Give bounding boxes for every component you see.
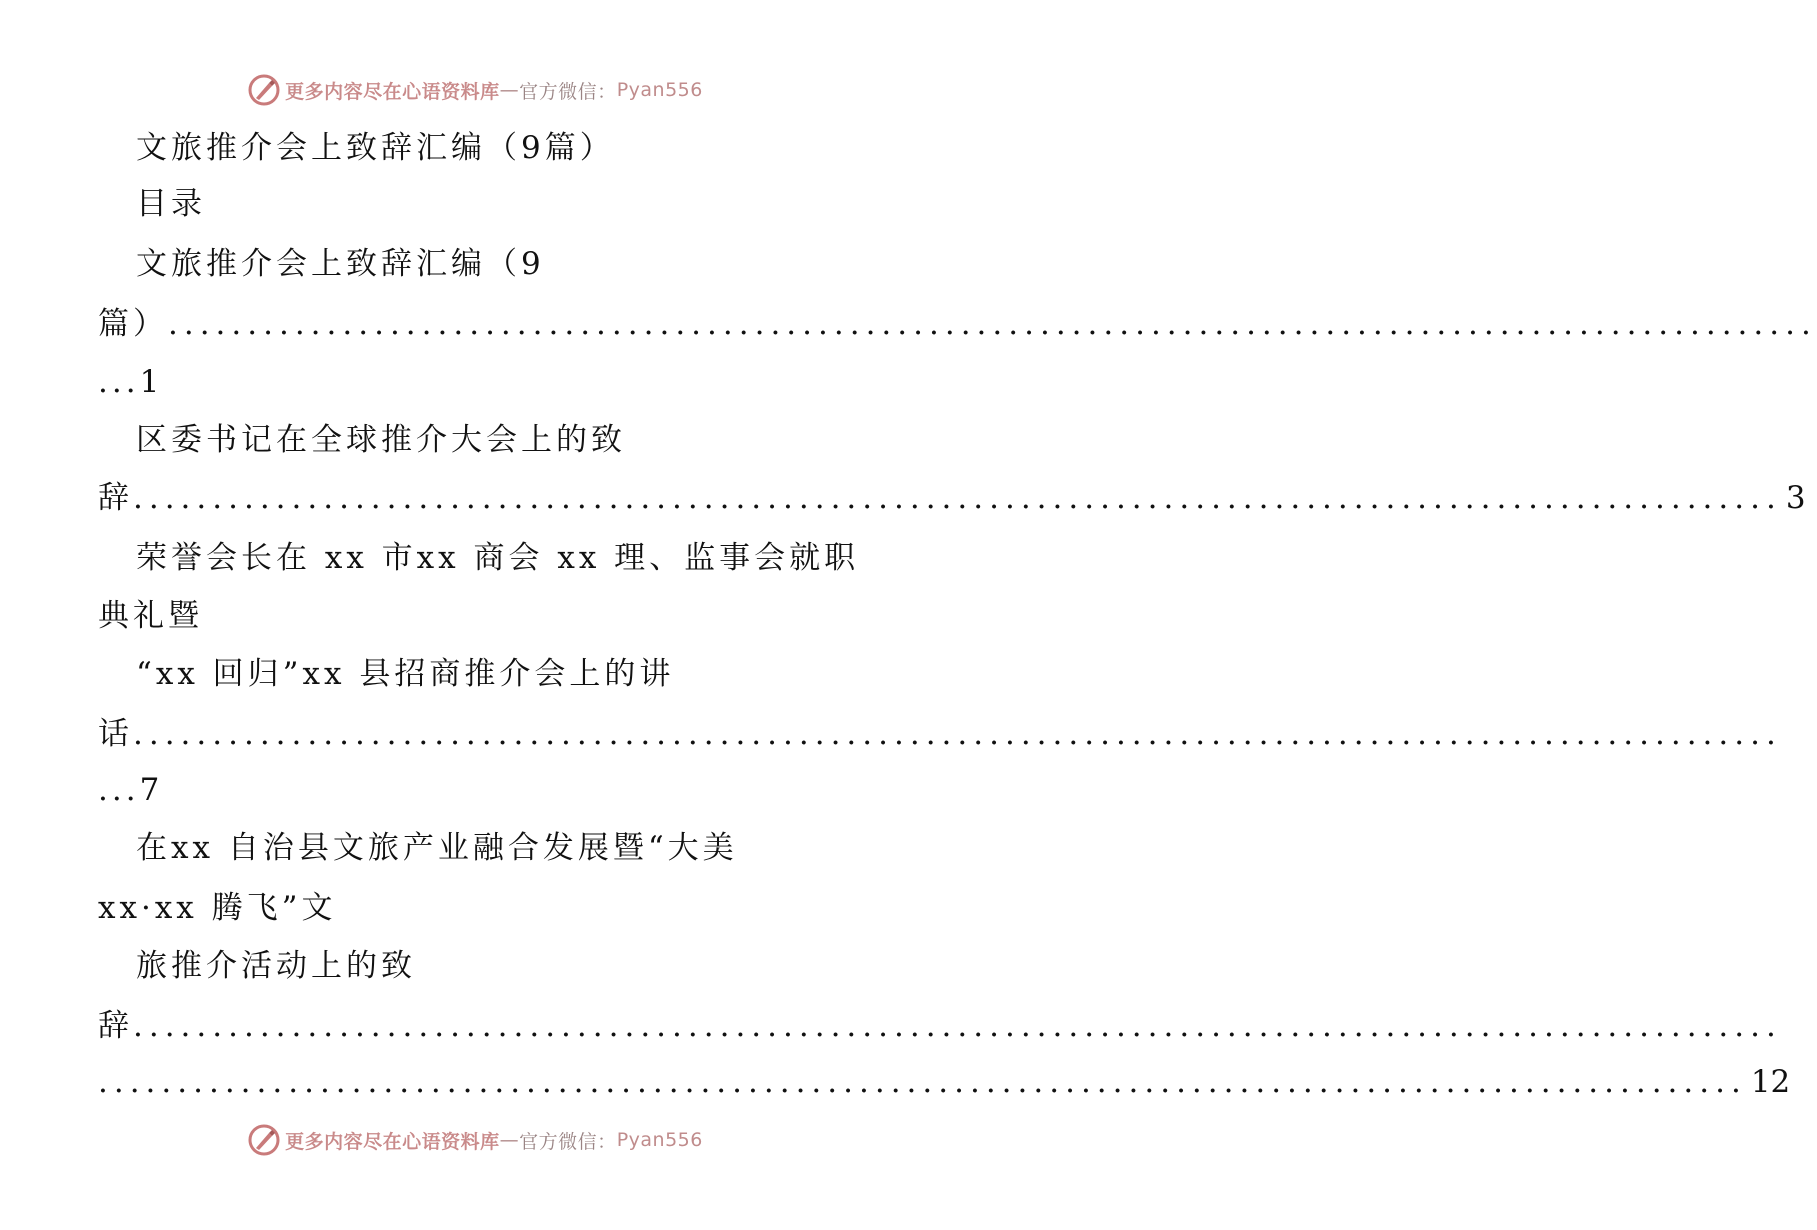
dot-leader: ........................................................................................................ <box>133 480 1782 516</box>
toc-entry-3-text: 话 <box>98 716 133 752</box>
watermark-text: 更多内容尽在心语资料库 <box>285 80 500 103</box>
pen-logo-icon <box>247 1123 281 1157</box>
dot-leader: ........................................................................................................ <box>133 716 1782 752</box>
dot-leader: ........................................................................................................ <box>168 306 1817 342</box>
toc-entry-2-line-1[interactable]: 区委书记在全球推介大会上的致 <box>136 422 626 458</box>
watermark-text: 更多内容尽在心语资料库 <box>285 1130 500 1153</box>
toc-entry-1-line-1[interactable]: 文旅推介会上致辞汇编（9 <box>136 246 545 282</box>
toc-entry-4-line-4[interactable] <box>98 1004 1782 1048</box>
dot-leader-short: ... <box>98 364 140 400</box>
toc-entry-4-line-1[interactable]: 在xx 自治县文旅产业融合发展暨“大美 <box>136 830 738 866</box>
dot-leader-short: ... <box>98 772 140 808</box>
toc-heading: 目录 <box>136 186 206 222</box>
toc-entry-1-text: 篇） <box>98 306 168 342</box>
toc-entry-2-text: 辞 <box>98 480 133 516</box>
toc-entry-3-line-1[interactable]: 荣誉会长在 xx 市xx 商会 xx 理、监事会就职 <box>136 540 860 576</box>
toc-entry-4-page: 12 <box>1750 1064 1791 1100</box>
pen-logo-icon <box>247 73 281 107</box>
toc-entry-1-page: 1 <box>139 364 164 400</box>
document-title: 文旅推介会上致辞汇编（9篇） <box>136 130 615 166</box>
toc-entry-3-line-2[interactable]: 典礼暨 <box>98 598 203 634</box>
toc-entry-3-page: 7 <box>139 772 164 808</box>
dot-leader: ........................................................................................................ <box>98 1064 1747 1100</box>
watermark-wechat-id: Pyan556 <box>616 79 703 101</box>
toc-entry-2-page: 3 <box>1785 480 1806 516</box>
watermark-wechat-label: 官方微信： <box>519 80 617 103</box>
toc-entry-4-line-2[interactable]: xx·xx 腾飞”文 <box>98 890 337 926</box>
toc-entry-3-line-4[interactable] <box>98 712 1782 756</box>
toc-entry-3-line-3[interactable]: “xx 回归”xx 县招商推介会上的讲 <box>136 656 675 692</box>
watermark-dash: — <box>499 79 520 101</box>
toc-entry-4-text: 辞 <box>98 1008 133 1044</box>
footer-watermark <box>0 1120 950 1160</box>
header-watermark <box>0 70 950 110</box>
toc-entry-1-line-3[interactable] <box>98 360 840 404</box>
toc-entry-3-line-5[interactable] <box>98 768 840 812</box>
toc-entry-1-line-2[interactable] <box>98 302 1817 346</box>
watermark-wechat-label: 官方微信： <box>519 1130 617 1153</box>
watermark-wechat-id: Pyan556 <box>616 1129 703 1151</box>
dot-leader: ........................................................................................................ <box>133 1008 1782 1044</box>
toc-entry-4-line-5[interactable] <box>98 1060 1791 1104</box>
toc-entry-2-line-2[interactable] <box>98 476 1806 520</box>
watermark-dash: — <box>499 1129 520 1151</box>
toc-entry-4-line-3[interactable]: 旅推介活动上的致 <box>136 948 416 984</box>
